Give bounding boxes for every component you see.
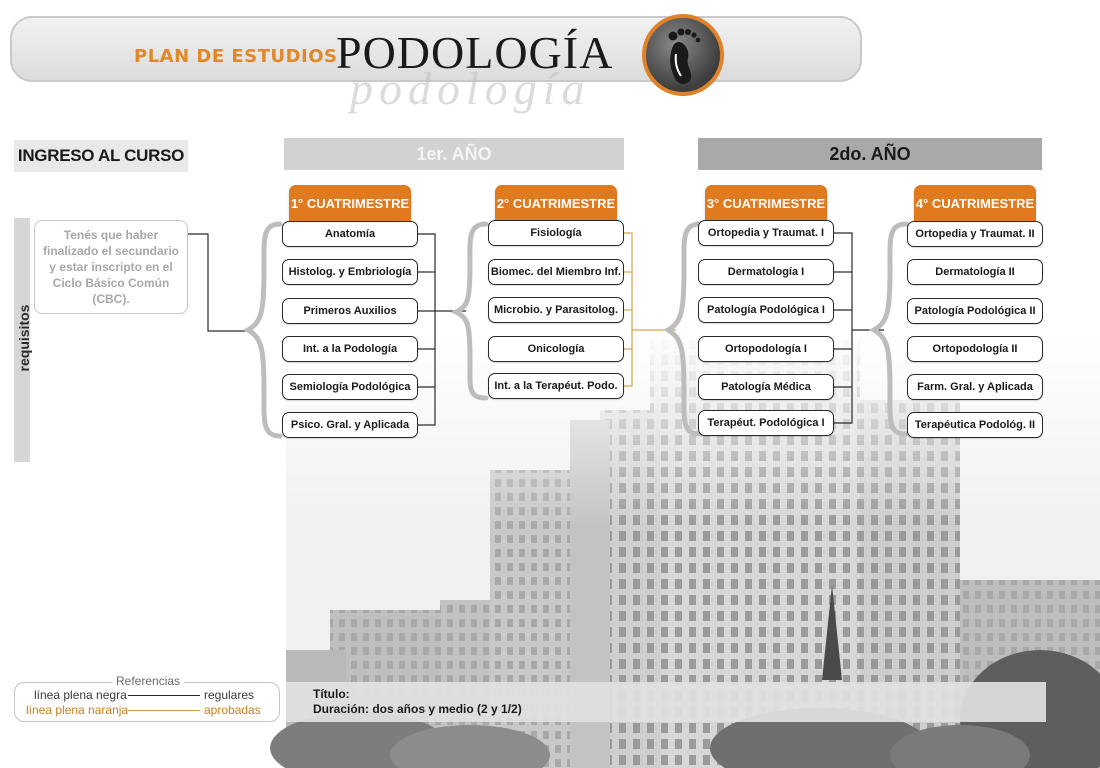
subject-terapeut-1: Terapéut. Podológica I [698, 410, 834, 436]
brace-cuat4 [874, 224, 906, 434]
subject-terapeutica-2: Terapéutica Podológ. II [907, 412, 1043, 438]
cuatrimestre-4-header: 4° CUATRIMESTRE [914, 185, 1036, 223]
brace-cuat2 [456, 224, 486, 398]
subject-semiologia: Semiología Podológica [282, 374, 418, 400]
connector-cuat1-out [418, 234, 435, 425]
brace-cuat1 [248, 224, 280, 436]
subject-anatomia: Anatomía [282, 221, 418, 247]
titulo-label: Título: [313, 687, 350, 701]
subject-onicologia: Onicología [488, 336, 624, 362]
duracion-text: Duración: dos años y medio (2 y 1/2) [313, 702, 522, 716]
subject-ortopedia-2: Ortopedia y Traumat. II [907, 221, 1043, 247]
reference-orange-line-sample [128, 710, 200, 711]
subject-fisiologia: Fisiología [488, 220, 624, 246]
subject-patologia-podologica-2: Patología Podológica II [907, 298, 1043, 324]
year-1-header: 1er. AÑO [284, 138, 624, 170]
subject-dermatologia-2: Dermatología II [907, 259, 1043, 285]
subject-ortopedia-1: Ortopedia y Traumat. I [698, 220, 834, 246]
cuatrimestre-2-header: 2° CUATRIMESTRE [495, 185, 617, 223]
subject-ortopodologia-2: Ortopodología II [907, 336, 1043, 362]
subject-patologia-podologica-1: Patología Podológica I [698, 297, 834, 323]
reference-orange-line-label: línea plena naranja [26, 703, 129, 717]
plan-label: PLAN DE ESTUDIOS [134, 46, 338, 67]
subject-ortopodologia-1: Ortopodología I [698, 336, 834, 362]
requisitos-box: Tenés que haber finalizado el secundario y estar inscripto en el Ciclo Básico Común (CBC). [34, 220, 188, 314]
ingreso-al-curso-label: INGRESO AL CURSO [14, 140, 188, 172]
subject-patologia-medica: Patología Médica [698, 374, 834, 400]
subject-microbio: Microbio. y Parasitolog. [488, 297, 624, 323]
page-title: PODOLOGÍA [336, 27, 614, 78]
reference-black-meaning: regulares [204, 688, 255, 702]
reference-black-line-sample [128, 695, 200, 696]
title-reflection: podología [350, 63, 591, 114]
subject-histologia: Histolog. y Embriología [282, 259, 418, 285]
reference-black-line-label: línea plena negra [34, 688, 127, 702]
subject-farm: Farm. Gral. y Aplicada [907, 374, 1043, 400]
subject-int-terapeut: Int. a la Terapéut. Podo. [488, 373, 624, 399]
subject-int-podologia: Int. a la Podología [282, 336, 418, 362]
connector-requisitos [188, 234, 246, 331]
subject-biomec: Biomec. del Miembro Inf. [488, 259, 624, 285]
cuatrimestre-3-header: 3° CUATRIMESTRE [705, 185, 827, 223]
reference-orange-meaning: aprobadas [204, 703, 261, 717]
requisitos-label: requisitos [16, 304, 32, 372]
subject-psico: Psico. Gral. y Aplicada [282, 412, 418, 438]
connector-cuat3-out [834, 233, 852, 423]
subject-primeros-auxilios: Primeros Auxilios [282, 298, 418, 324]
brace-cuat3 [668, 224, 700, 434]
references-title: Referencias [112, 674, 184, 688]
cuatrimestre-1-header: 1° CUATRIMESTRE [289, 185, 411, 223]
subject-dermatologia-1: Dermatología I [698, 259, 834, 285]
year-2-header: 2do. AÑO [698, 138, 1042, 170]
